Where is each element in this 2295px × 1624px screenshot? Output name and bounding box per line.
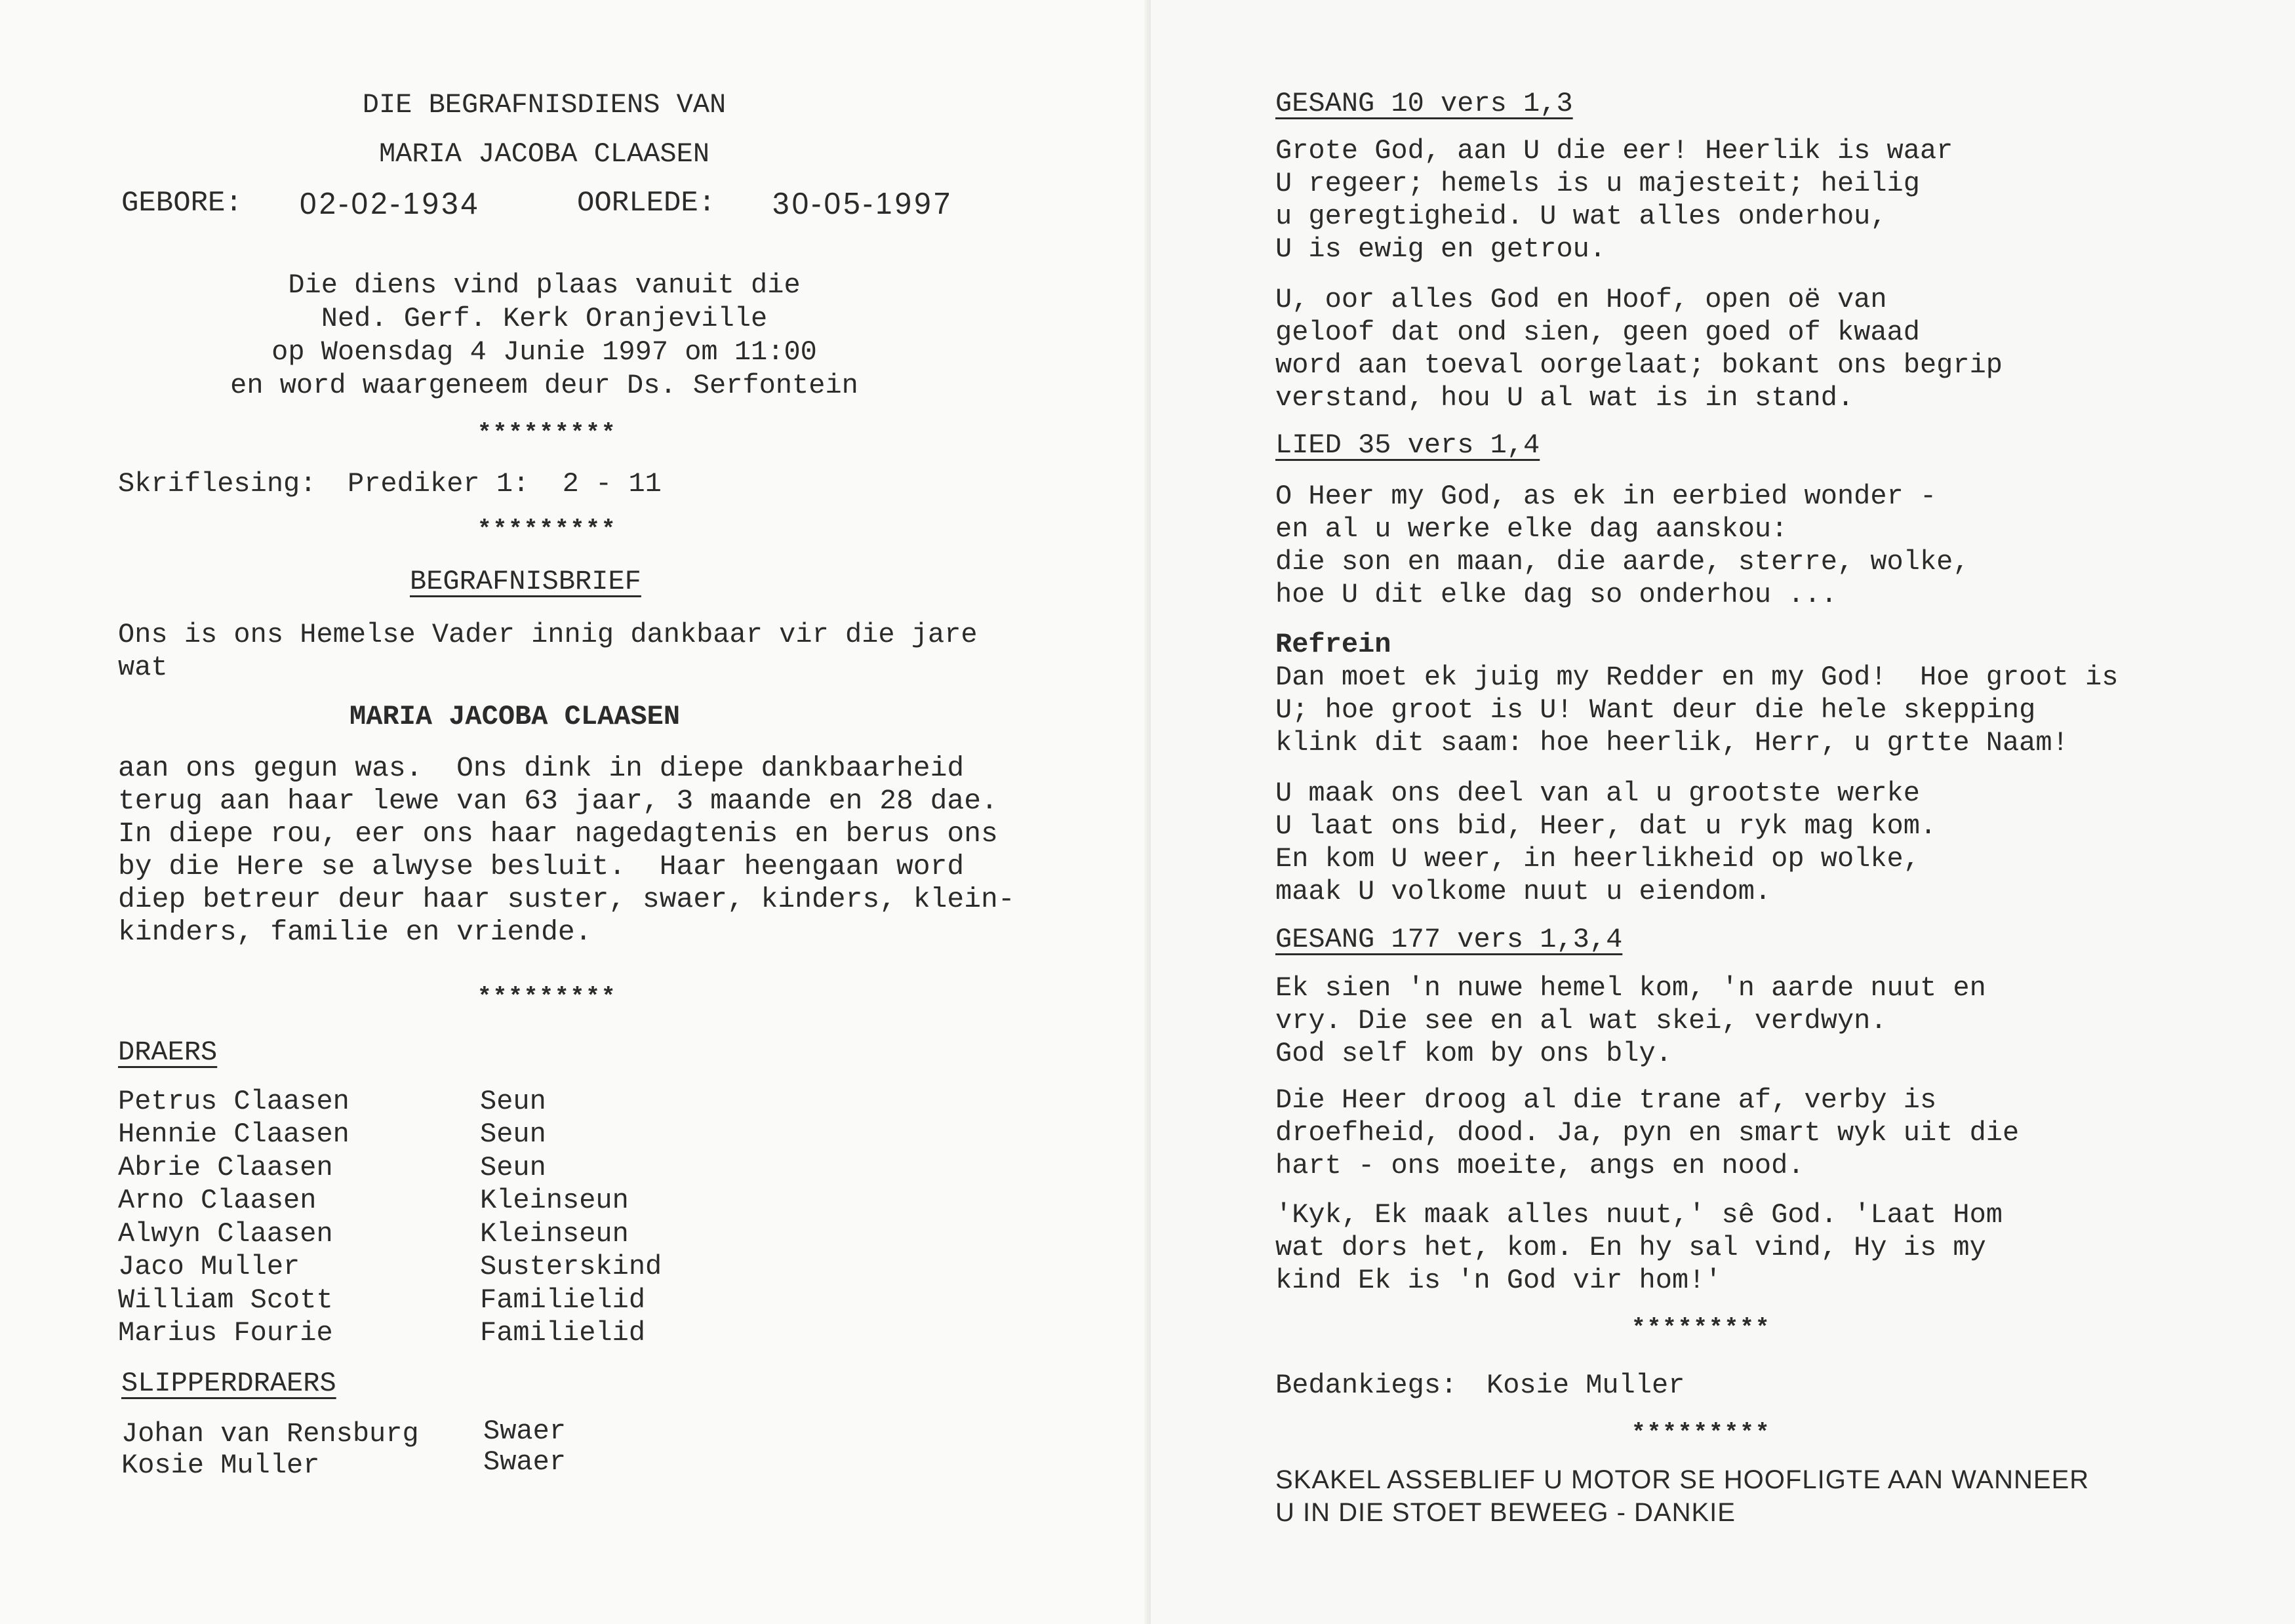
- pallbearer-relation: Seun: [480, 1152, 546, 1183]
- thanks-label: Bedankiegs:: [1275, 1370, 1458, 1401]
- separator-stars: *********: [1631, 1315, 1771, 1341]
- service-line: en word waargeneem deur Ds. Serfontein: [230, 370, 858, 401]
- pallbearer-relation: Seun: [480, 1119, 546, 1150]
- pallbearers-heading: DRAERS: [118, 1037, 218, 1068]
- service-details: [197, 269, 892, 403]
- song-35-verse-1: O Heer my God, as ek in eerbied wonder - en al u werke elke dag aanskou: die son en maan, die aarde, sterre, wolke, hoe U dit elke dag so onderhou ...: [1275, 481, 1970, 610]
- pallbearer-name: Petrus Claasen: [118, 1086, 349, 1117]
- pallbearer-name: Arno Claasen: [118, 1185, 317, 1216]
- honorary-pallbearer-name: Kosie Muller: [121, 1450, 320, 1481]
- scripture-reference: Prediker 1: 2 - 11: [348, 468, 662, 500]
- honorary-pallbearer-relation: Swaer: [483, 1416, 567, 1447]
- pallbearer-name: William Scott: [118, 1284, 333, 1316]
- pallbearer-relation: Seun: [480, 1086, 546, 1117]
- song-35-verse-4: U maak ons deel van al u grootste werke U laat ons bid, Heer, dat u ryk mag kom. En kom U weer, in heerlikheid op wolke, maak U volkome nuut u eiendom.: [1275, 778, 1937, 907]
- hymn-177-heading: GESANG 177 vers 1,3,4: [1275, 924, 1623, 955]
- thanks-name: Kosie Muller: [1487, 1370, 1685, 1401]
- song-35-heading: LIED 35 vers 1,4: [1275, 429, 1540, 461]
- hymn-10-verse-3: U, oor alles God en Hoof, open oë van geloof dat ond sien, geen goed of kwaad word aan toeval oorgelaat; bokant ons begrip verstand, hou U al wat is in stand.: [1275, 284, 2003, 414]
- pallbearer-relation: Kleinseun: [480, 1218, 629, 1250]
- document-title: DIE BEGRAFNISDIENS VAN: [362, 89, 727, 121]
- died-date: 30-05-1997: [772, 186, 953, 220]
- procession-notice: SKAKEL ASSEBLIEF U MOTOR SE HOOFLIGTE AAN WANNEER U IN DIE STOET BEWEEG - DANKIE: [1275, 1465, 2090, 1527]
- right-page: [1151, 0, 2295, 1624]
- pallbearer-relation: Familielid: [480, 1284, 646, 1316]
- funeral-letter-body: aan ons gegun was. Ons dink in diepe dankbaarheid terug aan haar lewe van 63 jaar, 3 maande en 28 dae. In diepe rou, eer ons haar nagedagtenis en berus ons by die Here se alwyse besluit. Haar heengaan word diep betreur deur haar suster, swaer, kinders, klein- kinders, familie en vriende.: [118, 752, 1015, 948]
- chorus-text: Dan moet ek juig my Redder en my God! Hoe groot is U; hoe groot is U! Want deur die hele skepping klink dit saam: hoe heerlik, Herr, u grtte Naam!: [1275, 662, 2119, 759]
- hymn-177-verse-4: 'Kyk, Ek maak alles nuut,' sê God. 'Laat Hom wat dors het, kom. En hy sal vind, Hy is my kind Ek is 'n God vir hom!': [1275, 1199, 2003, 1296]
- pallbearer-name: Hennie Claasen: [118, 1119, 349, 1150]
- separator-stars: *********: [477, 516, 617, 543]
- hymn-177-verse-1: Ek sien 'n nuwe hemel kom, 'n aarde nuut en vry. Die see en al wat skei, verdwyn. God self kom by ons bly.: [1275, 972, 1986, 1069]
- pallbearer-relation: Familielid: [480, 1317, 646, 1349]
- scripture-label: Skriflesing:: [118, 468, 317, 500]
- pallbearer-name: Alwyn Claasen: [118, 1218, 333, 1250]
- hymn-10-heading: GESANG 10 vers 1,3: [1275, 88, 1573, 119]
- service-line: Ned. Gerf. Kerk Oranjeville: [321, 303, 768, 334]
- pallbearer-name: Abrie Claasen: [118, 1152, 333, 1183]
- hymn-177-verse-3: Die Heer droog al die trane af, verby is droefheid, dood. Ja, pyn en smart wyk uit die hart - ons moeite, angs en nood.: [1275, 1084, 2020, 1181]
- pallbearer-relation: Kleinseun: [480, 1185, 629, 1216]
- born-label: GEBORE:: [121, 187, 243, 220]
- funeral-letter-name: MARIA JACOBA CLAASEN: [349, 701, 681, 732]
- separator-stars: *********: [477, 420, 617, 446]
- hymn-10-verse-1: Grote God, aan U die eer! Heerlik is waar U regeer; hemels is u majesteit; heilig u geregtigheid. U wat alles onderhou, U is ewig en getrou.: [1275, 135, 1953, 265]
- honorary-pallbearers-heading: SLIPPERDRAERS: [121, 1368, 336, 1399]
- pallbearer-name: Jaco Muller: [118, 1251, 300, 1282]
- born-date: 02-02-1934: [300, 186, 481, 220]
- honorary-pallbearer-name: Johan van Rensburg: [121, 1418, 419, 1450]
- honorary-pallbearer-relation: Swaer: [483, 1446, 567, 1478]
- service-line: Die diens vind plaas vanuit die: [288, 269, 801, 301]
- service-line: op Woensdag 4 Junie 1997 om 11:00: [271, 336, 817, 368]
- deceased-name-title: MARIA JACOBA CLAASEN: [378, 138, 710, 170]
- chorus-label: Refrein: [1275, 629, 1391, 660]
- funeral-letter-intro: Ons is ons Hemelse Vader innig dankbaar vir die jare wat: [118, 619, 978, 683]
- separator-stars: *********: [1631, 1419, 1771, 1446]
- pallbearer-relation: Susterskind: [480, 1251, 662, 1282]
- funeral-letter-heading: BEGRAFNISBRIEF: [410, 566, 641, 597]
- died-label: OORLEDE:: [577, 187, 716, 220]
- pallbearer-name: Marius Fourie: [118, 1317, 333, 1349]
- separator-stars: *********: [477, 983, 617, 1010]
